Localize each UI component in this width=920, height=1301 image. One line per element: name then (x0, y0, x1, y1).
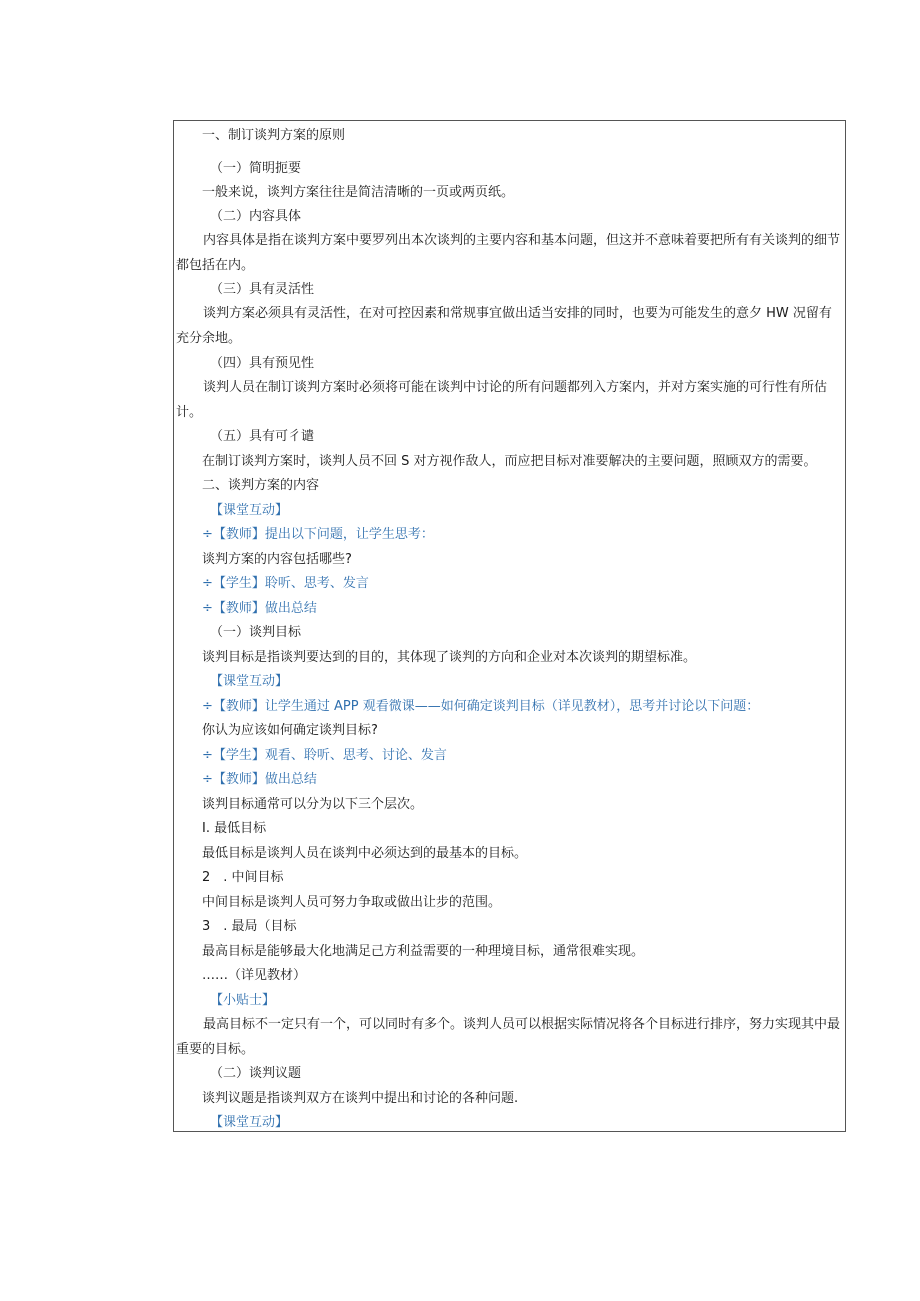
paragraph: 谈判人员在制订谈判方案时必须将可能在谈判中讨论的所有问题都列入方案内，并对方案实施的可行性有所估计。 (176, 380, 828, 420)
tip-label: 【小贴士】 (210, 993, 276, 1008)
section-heading-1: 一、制订谈判方案的原则 (202, 128, 346, 143)
paragraph: 中间目标是谈判人员可努力争取或做出让步的范围。 (202, 895, 502, 910)
section-heading-2: 二、谈判方案的内容 (202, 478, 320, 493)
list-heading-min-goal: I. 最低目标 (202, 821, 267, 836)
teacher-activity: ÷【教师】让学生通过 APP 观看微课——如何确定谈判目标（详见教材），思考并讨论以下问题： (202, 699, 760, 714)
subheading-feasible: （五）具有可彳谴 (210, 429, 315, 444)
question-text: 谈判方案的内容包括哪些? (202, 552, 352, 567)
paragraph: 谈判目标是指谈判要达到的目的，其体现了谈判的方向和企业对本次谈判的期望标准。 (202, 650, 697, 665)
subheading-flexible: （三）具有灵活性 (210, 282, 315, 297)
subheading-specific: （二）内容具体 (210, 209, 302, 224)
student-activity: ÷【学生】观看、聆听、思考、讨论、发言 (202, 748, 447, 763)
teacher-activity: ÷【教师】提出以下问题，让学生思考： (202, 527, 434, 542)
teacher-activity: ÷【教师】做出总结 (202, 772, 317, 787)
subheading-topics: （二）谈判议题 (210, 1066, 302, 1081)
list-heading-max-goal: 3 . 最局（目标 (202, 919, 297, 934)
subheading-concise: （一）简明扼要 (210, 161, 302, 176)
see-textbook-note: ……（详见教材） (202, 968, 307, 983)
paragraph: 谈判目标通常可以分为以下三个层次。 (202, 797, 424, 812)
student-activity: ÷【学生】聆听、思考、发言 (202, 576, 369, 591)
paragraph: 在制订谈判方案时，谈判人员不回 S 对方视作敌人，而应把目标对准要解决的主要问题，照顾双方的需要。 (202, 454, 817, 469)
paragraph: 最高目标是能够最大化地满足己方利益需要的一种理境目标，通常很难实现。 (202, 944, 645, 959)
paragraph: 谈判议题是指谈判双方在谈判中提出和讨论的各种问题. (202, 1091, 519, 1106)
subheading-foresight: （四）具有预见性 (210, 356, 315, 371)
paragraph: 谈判方案必须具有灵活性，在对可控因素和常规事宜做出适当安排的同时，也要为可能发生的意夕 HW 况留有充分余地。 (176, 306, 832, 346)
teacher-activity: ÷【教师】做出总结 (202, 601, 317, 616)
classroom-interaction-label: 【课堂互动】 (210, 503, 289, 518)
subheading-goals: （一）谈判目标 (210, 625, 302, 640)
classroom-interaction-label: 【课堂互动】 (210, 1115, 289, 1130)
classroom-interaction-label: 【课堂互动】 (210, 674, 289, 689)
paragraph: 最高目标不一定只有一个，可以同时有多个。谈判人员可以根据实际情况将各个目标进行排序，努力实现其中最重要的目标。 (176, 1017, 841, 1057)
list-heading-mid-goal: 2 . 中间目标 (202, 870, 284, 885)
question-text: 你认为应该如何确定谈判目标? (202, 723, 378, 738)
paragraph: 内容具体是指在谈判方案中要罗列出本次谈判的主要内容和基本问题，但这并不意味着要把所有有关谈判的细节都包括在内。 (176, 233, 841, 273)
paragraph: 一般来说，谈判方案往往是简洁清晰的一页或两页纸。 (202, 185, 515, 200)
paragraph: 最低目标是谈判人员在谈判中必须达到的最基本的目标。 (202, 846, 528, 861)
